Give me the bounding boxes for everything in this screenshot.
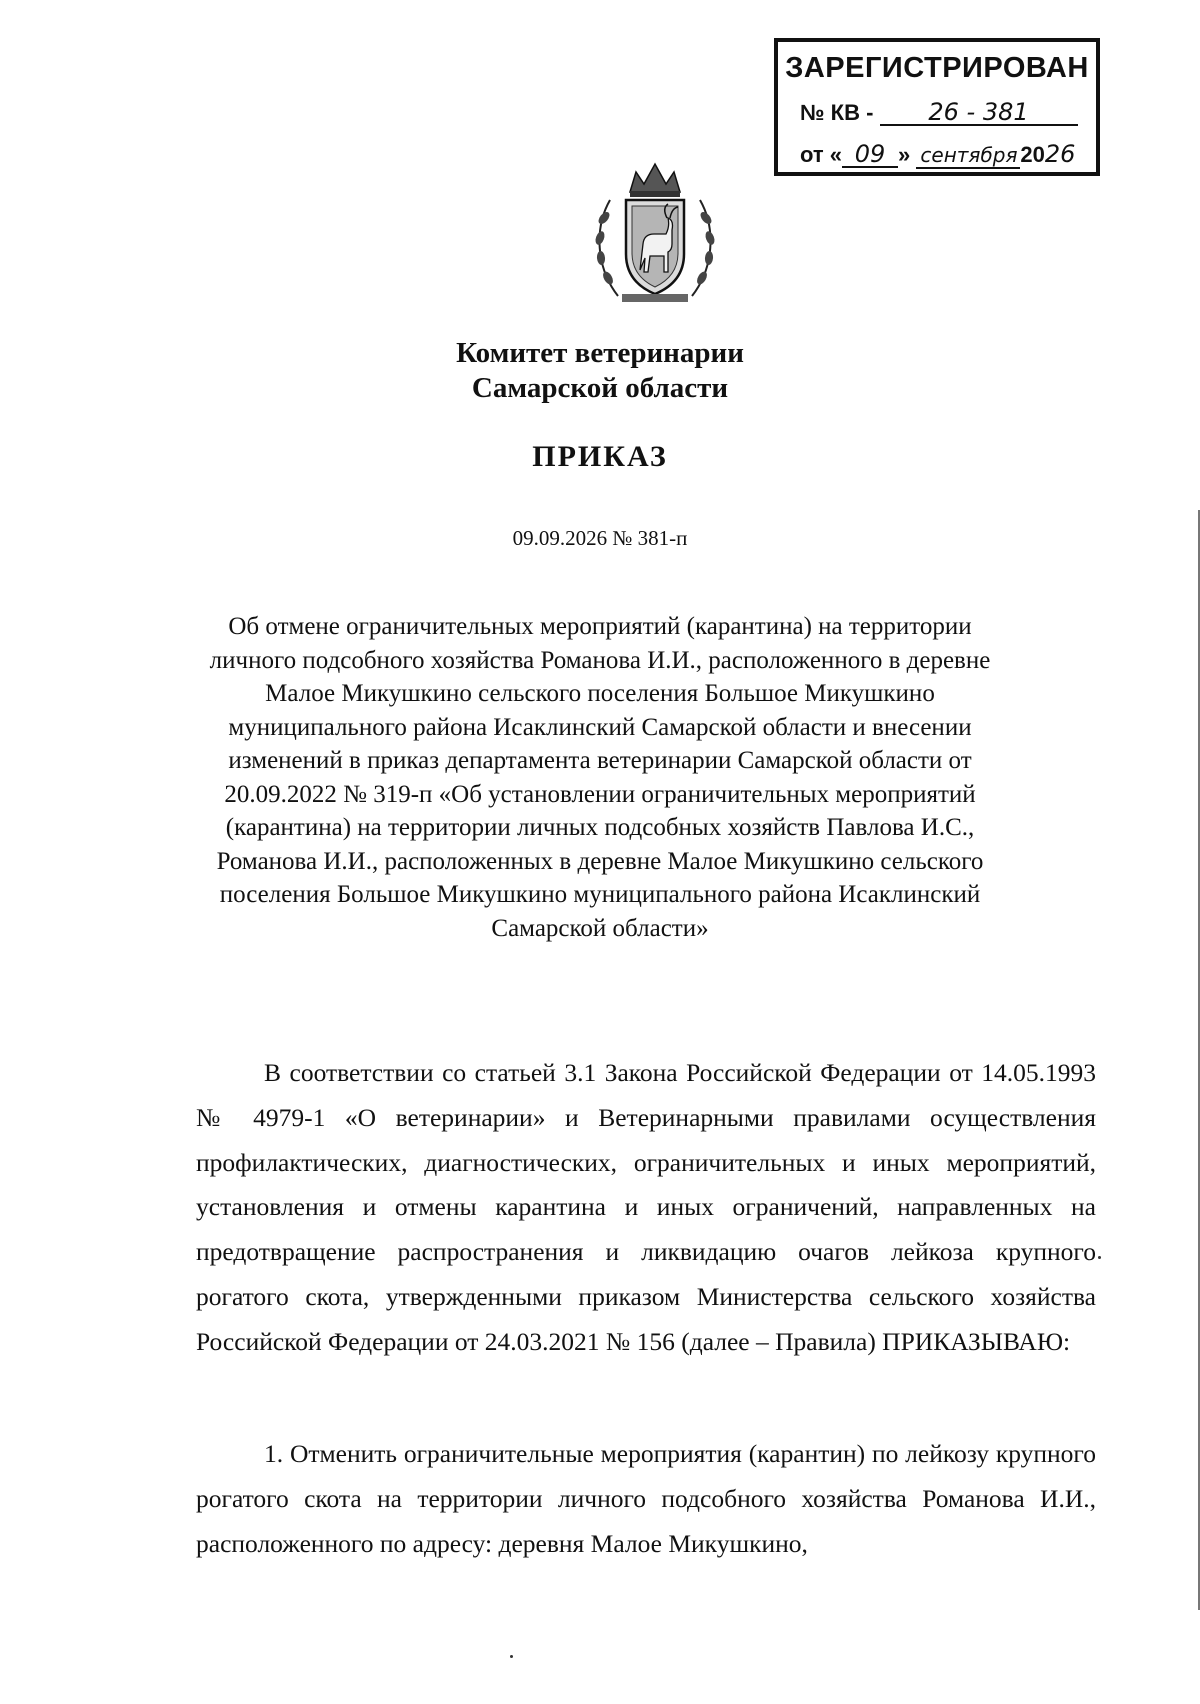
subject-line: поселения Большое Микушкино муниципального района Исаклинский [219, 881, 981, 908]
organization-name [0, 336, 1200, 406]
subject-line: (карантина) на территории личных подсобных хозяйств Павлова И.С., [225, 814, 975, 841]
samara-coat-of-arms-icon [588, 158, 722, 306]
stamp-date-sep: » [898, 142, 911, 167]
organization-name-line1: Комитет ветеринарии [456, 337, 744, 369]
subject-line: изменений в приказ департамента ветеринарии Самарской области от [228, 747, 972, 774]
document-subject [0, 610, 1200, 945]
stamp-date-month: сентября [916, 143, 1020, 169]
body-preamble [196, 1051, 1096, 1365]
subject-line: муниципального района Исаклинский Самарской области и внесении [228, 713, 972, 741]
stamp-number-prefix: № КВ - [800, 100, 874, 125]
subject-line: личного подсобного хозяйства Романова И.И., расположенного в деревне [209, 646, 991, 674]
stamp-date-year-handwritten: 26 [1044, 140, 1076, 168]
subject-line: Самарской области» [491, 914, 709, 942]
stamp-number-handwritten: 26 - 381 [880, 100, 1078, 126]
document-number: 09.09.2026 № 381-п [512, 526, 688, 550]
subject-line: Малое Микушкино сельского поселения Большое Микушкино [265, 680, 935, 707]
subject-line: Об отмене ограничительных мероприятий (карантина) на территории [228, 613, 972, 640]
scan-speck [1098, 1256, 1101, 1259]
clause-1-paragraph: 1. Отменить ограничительные мероприятия (карантин) по лейкозу крупного рогатого скота на территории личного подсобного хозяйства Романова И.И., расположенного по адресу: деревня Малое Микушкино, [196, 1439, 1096, 1558]
stamp-date-year-printed: 20 [1020, 142, 1045, 167]
preamble-paragraph: В соответствии со статьей 3.1 Закона Российской Федерации от 14.05.1993 № 4979-1 «О ветеринарии» и Ветеринарными правилами осуществления профилактических, диагностических, ограничительных и иных мероприятий, установления и отмены карантина и иных ограничений, направленных на предотвращение распространения и ликвидацию очагов лейкоза крупного рогатого скота, утвержденными приказом Министерства сельского хозяйства Российской Федерации от 24.03.2021 № 156 (далее – Правила) ПРИКАЗЫВАЮ: [196, 1058, 1096, 1356]
stamp-title: ЗАРЕГИСТРИРОВАН [785, 52, 1089, 84]
stamp-number-row [800, 100, 1078, 126]
registration-stamp [774, 38, 1100, 176]
subject-line: 20.09.2022 № 319-п «Об установлении ограничительных мероприятий [224, 780, 976, 808]
subject-line: Романова И.И., расположенных в деревне Малое Микушкино сельского [216, 847, 984, 875]
organization-name-line2: Самарской области [471, 372, 729, 404]
stamp-date-prefix: от « [800, 142, 843, 167]
document-type: ПРИКАЗ [532, 440, 668, 473]
stamp-date-row [800, 142, 1075, 169]
stamp-date-day: 09 [842, 142, 898, 168]
scan-speck [510, 1655, 513, 1658]
body-clause-1 [196, 1432, 1096, 1566]
